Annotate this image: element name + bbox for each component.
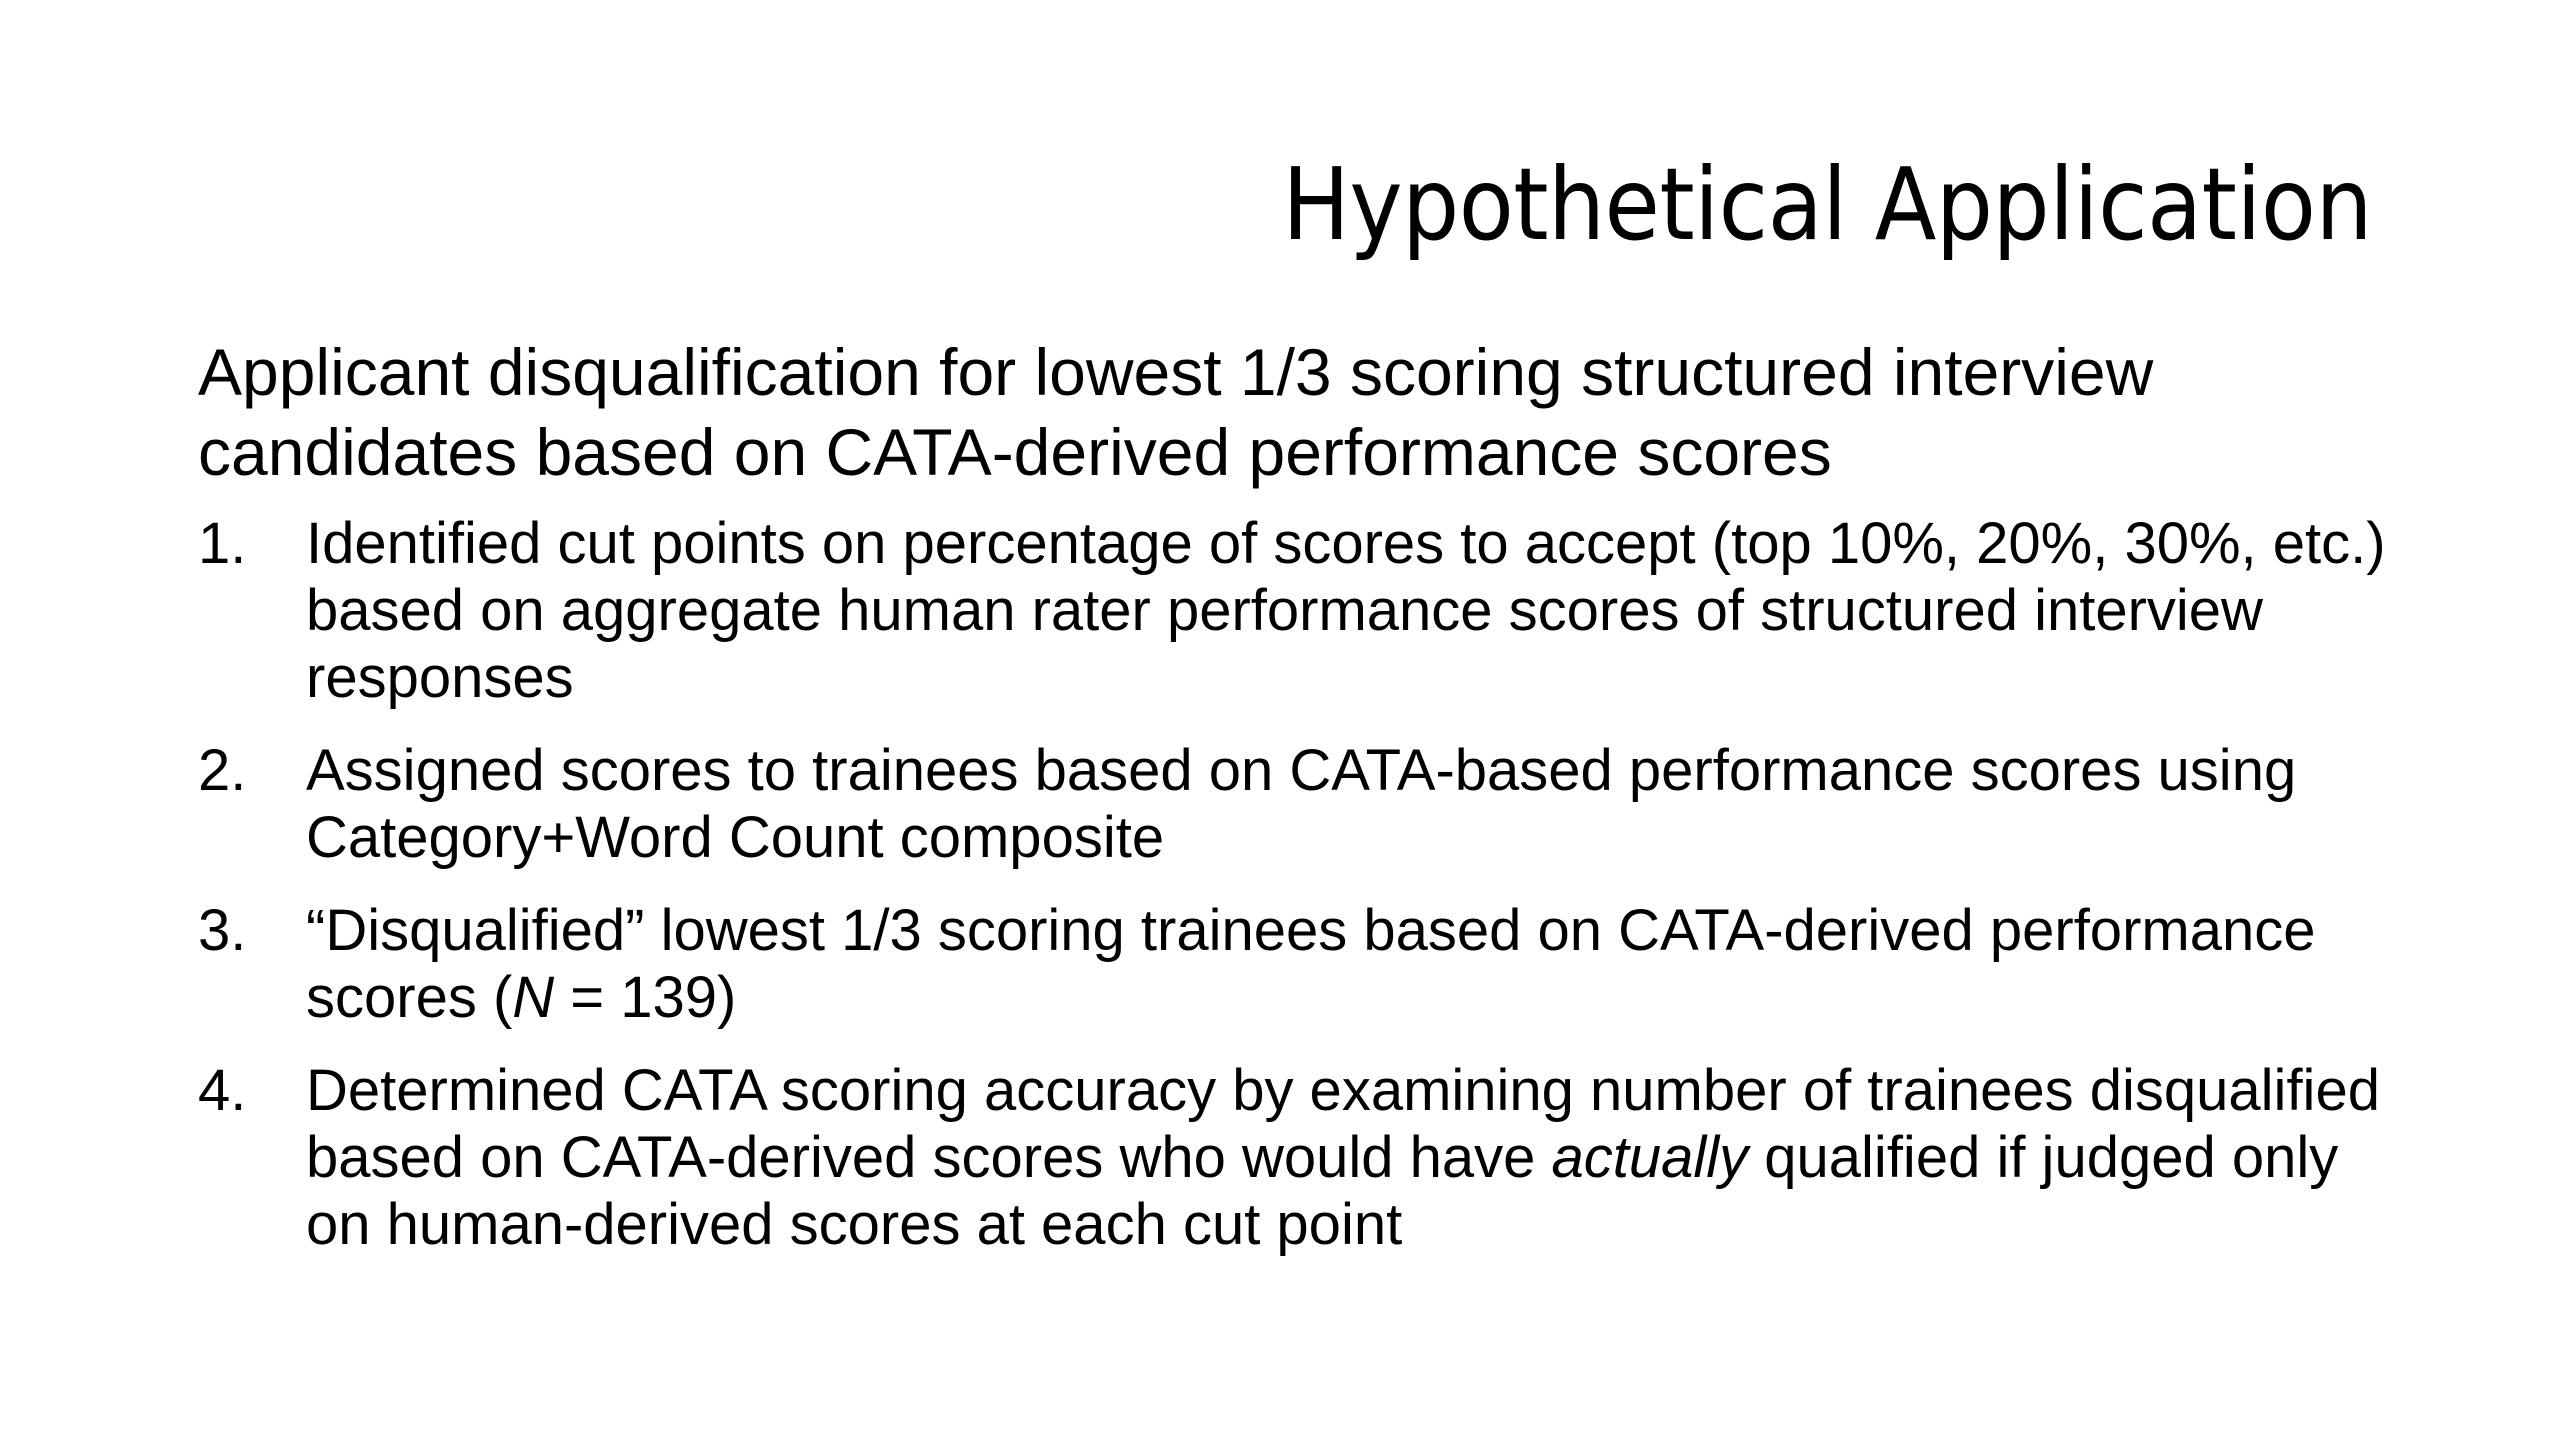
step-text-italic: N [512, 965, 555, 1030]
list-item [198, 510, 2398, 711]
step-number: 4. [198, 1058, 247, 1123]
slide-title: Hypothetical Application [1282, 146, 2372, 263]
step-number: 1. [198, 511, 247, 576]
list-item [198, 897, 2398, 1031]
steps-list [198, 510, 2398, 1284]
list-item [198, 1057, 2398, 1258]
step-number: 3. [198, 898, 247, 963]
step-text [306, 1057, 2398, 1258]
step-text-italic: actually [1551, 1125, 1749, 1190]
step-text-part: “Disqualified” lowest 1/3 scoring trainees based on CATA-derived performance scores ( [306, 898, 2316, 1030]
step-number: 2. [198, 738, 247, 803]
slide-subtitle: Applicant disqualification for lowest 1/3 scoring structured interview candidates based on CATA-derived performance scores [198, 335, 2154, 489]
step-text-part: Determined CATA scoring accuracy by examining number of trainees disqualified based on CATA-derived scores who would have [306, 1058, 2380, 1190]
list-item [198, 737, 2398, 871]
step-text [306, 897, 2398, 1031]
step-text: Assigned scores to trainees based on CATA-based performance scores using Category+Word Count composite [306, 738, 2297, 870]
step-text-part: qualified if judged only on human-derived scores at each cut point [306, 1125, 2339, 1257]
step-text-part: = 139) [554, 965, 737, 1030]
step-text: Identified cut points on percentage of scores to accept (top 10%, 20%, 30%, etc.) based on aggregate human rater performance scores of structured interview responses [306, 511, 2386, 710]
